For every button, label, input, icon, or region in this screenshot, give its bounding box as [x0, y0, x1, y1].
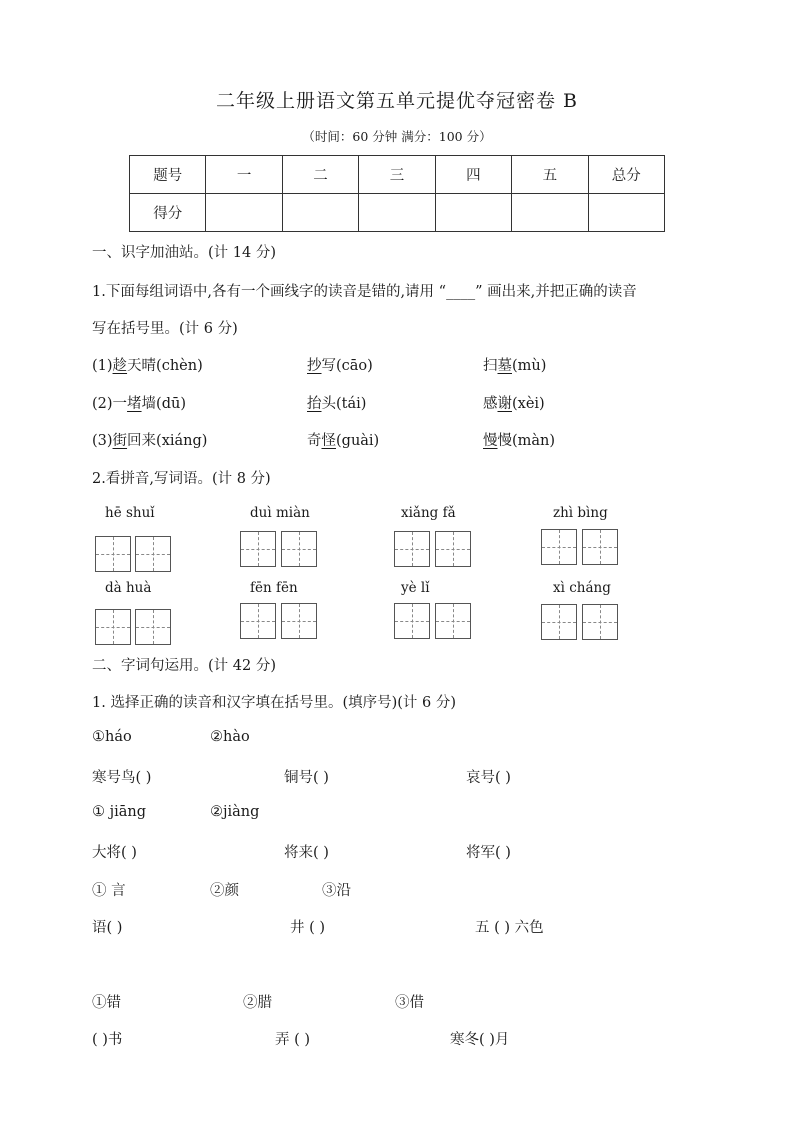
writing-grid-box[interactable]: [281, 531, 317, 567]
fill-blank-item[interactable]: 寒冬( )月: [450, 1032, 510, 1048]
page-title: 二年级上册语文第五单元提优夺冠密卷 B: [215, 90, 578, 112]
pinyin-label: fēn fēn: [250, 580, 298, 596]
fill-blank-item[interactable]: 哀号( ): [466, 770, 511, 786]
fill-blank-item[interactable]: 将来( ): [284, 845, 329, 861]
fill-blank-item[interactable]: 将军( ): [466, 845, 511, 861]
pinyin-label: dà huà: [105, 580, 152, 596]
score-cell[interactable]: [512, 194, 588, 232]
fill-blank-item[interactable]: ( )书: [92, 1032, 123, 1048]
section1-heading: 一、识字加油站。(计 14 分): [92, 245, 276, 261]
q2-heading: 2.看拼音,写词语。(计 8 分): [92, 471, 271, 487]
fill-blank-item[interactable]: 铜号( ): [284, 770, 329, 786]
writing-grid-box[interactable]: [582, 604, 618, 640]
fill-blank-item[interactable]: 语( ): [92, 920, 123, 936]
pinyin-label: xiǎng fǎ: [401, 505, 456, 521]
writing-grid-box[interactable]: [240, 531, 276, 567]
pinyin-label: duì miàn: [250, 505, 310, 521]
option-label: ②腊: [243, 995, 272, 1011]
section2-heading: 二、字词句运用。(计 42 分): [92, 658, 276, 674]
option-label: ① jiāng: [92, 804, 147, 820]
page-subtitle: （时间：60 分钟 满分：100 分）: [302, 129, 492, 144]
writing-grid-box[interactable]: [240, 603, 276, 639]
writing-grid-box[interactable]: [281, 603, 317, 639]
writing-grid-box[interactable]: [541, 529, 577, 565]
option-label: ②颜: [210, 883, 239, 899]
fill-blank-item[interactable]: 大将( ): [92, 845, 137, 861]
writing-grid-box[interactable]: [541, 604, 577, 640]
pinyin-label: zhì bìng: [553, 505, 608, 521]
writing-grid-box[interactable]: [394, 603, 430, 639]
option-label: ③沿: [322, 883, 351, 899]
score-cell[interactable]: [359, 194, 435, 232]
score-cell[interactable]: [282, 194, 358, 232]
score-table-score-row: [130, 194, 665, 232]
option-label: ①háo: [92, 729, 132, 745]
writing-grid-box[interactable]: [435, 531, 471, 567]
score-table-header-row: [130, 156, 665, 194]
s2-q1-heading: 1. 选择正确的读音和汉字填在括号里。(填序号)(计 6 分): [92, 695, 457, 711]
q1-item[interactable]: (2)一堵墙(dū): [92, 396, 186, 412]
score-table-header-cell: 三: [359, 156, 435, 194]
pinyin-label: xì cháng: [553, 580, 611, 596]
q1-item[interactable]: (1)趁天晴(chèn): [92, 358, 203, 374]
q1-item[interactable]: 扫墓(mù): [483, 358, 547, 374]
q1-item[interactable]: 抬头(tái): [307, 396, 367, 412]
score-table-header-cell: 五: [512, 156, 588, 194]
fill-blank-item[interactable]: 寒号鸟( ): [92, 770, 152, 786]
option-label: ③借: [395, 995, 424, 1011]
q1-item[interactable]: 抄写(cāo): [307, 358, 373, 374]
score-table-header-cell: 二: [282, 156, 358, 194]
score-cell[interactable]: [588, 194, 664, 232]
q1-item[interactable]: (3)街回来(xiáng): [92, 433, 208, 449]
writing-grid-box[interactable]: [435, 603, 471, 639]
score-table-header-cell: 一: [206, 156, 282, 194]
writing-grid-box[interactable]: [394, 531, 430, 567]
q1-item[interactable]: 感谢(xèi): [483, 396, 545, 412]
option-label: ②hào: [210, 729, 250, 745]
option-label: ①错: [92, 995, 121, 1011]
option-label: ① 言: [92, 883, 126, 899]
writing-grid-box[interactable]: [135, 536, 171, 572]
pinyin-label: hē shuǐ: [105, 505, 155, 521]
writing-grid-box[interactable]: [95, 609, 131, 645]
score-table-header-cell: 题号: [130, 156, 206, 194]
writing-grid-box[interactable]: [95, 536, 131, 572]
score-cell[interactable]: [206, 194, 282, 232]
fill-blank-item[interactable]: 五 ( ) 六色: [475, 920, 544, 936]
writing-grid-box[interactable]: [135, 609, 171, 645]
q1-instruction-line2: 写在括号里。(计 6 分): [92, 321, 238, 337]
score-table-header-cell: 四: [435, 156, 511, 194]
pinyin-label: yè lǐ: [401, 580, 430, 596]
writing-grid-box[interactable]: [582, 529, 618, 565]
q1-item[interactable]: 慢慢(màn): [483, 433, 556, 449]
fill-blank-item[interactable]: 井 ( ): [290, 920, 326, 936]
score-cell[interactable]: [435, 194, 511, 232]
fill-blank-item[interactable]: 弄 ( ): [275, 1032, 311, 1048]
q1-instruction-line1: 1.下面每组词语中,各有一个画线字的读音是错的,请用 “____” 画出来,并把正确的读音: [92, 284, 637, 300]
q1-item[interactable]: 奇怪(guài): [307, 433, 380, 449]
option-label: ②jiàng: [210, 804, 260, 820]
score-table-row-label: 得分: [130, 194, 206, 232]
score-table: [129, 155, 665, 232]
score-table-header-cell: 总分: [588, 156, 664, 194]
